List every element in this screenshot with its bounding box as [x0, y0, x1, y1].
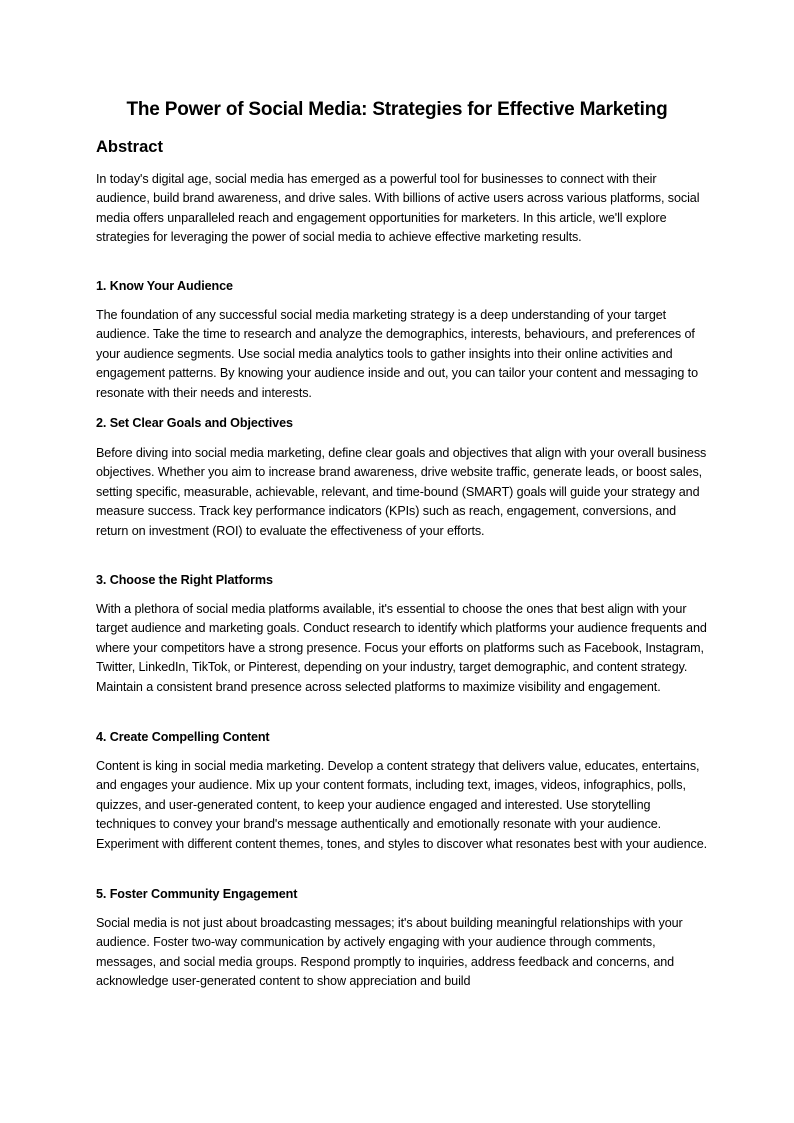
abstract-paragraph: In today's digital age, social media has emerged as a powerful tool for businesses to connect with their audience, build brand awareness, and drive sales. With billions of active users across various platforms, social media offers unparalleled reach and engagement opportunities for marketers. In this article, we'll explore strategies for leveraging the power of social media to achieve effective marketing results. [96, 172, 700, 245]
section-heading-create-content: 4. Create Compelling Content [96, 730, 270, 744]
section-paragraph-know-your-audience: The foundation of any successful social media marketing strategy is a deep understanding of your target audience. Take the time to research and analyze the demographics, interests, behaviours, and preferences of your audience segments. Use social media analytics tools to gather insights into their online activities and engagement patterns. By knowing your audience inside and out, you can tailor your content and messaging to resonate with their needs and interests. [96, 308, 698, 400]
section-paragraph-community-engagement: Social media is not just about broadcasting messages; it's about building meaningful relationships with your audience. Foster two-way communication by actively engaging with your audience through comments, messages, and social media groups. Respond promptly to inquiries, address feedback and concerns, and acknowledge user-generated content to show appreciation and build [96, 916, 683, 989]
section-paragraph-choose-platforms: With a plethora of social media platforms available, it's essential to choose the ones that best align with your target audience and marketing goals. Conduct research to identify which platforms your audience frequents and where your competitors have a strong presence. Focus your efforts on platforms such as Facebook, Instagram, Twitter, LinkedIn, TikTok, or Pinterest, depending on your industry, target demographic, and content strategy. Maintain a consistent brand presence across selected platforms to maximize visibility and engagement. [96, 602, 707, 694]
section-paragraph-set-clear-goals: Before diving into social media marketing, define clear goals and objectives that align with your overall business objectives. Whether you aim to increase brand awareness, drive website traffic, generate leads, or boost sales, setting specific, measurable, achievable, relevant, and time-bound (SMART) goals will guide your strategy and measure success. Track key performance indicators (KPIs) such as reach, engagement, conversions, and return on investment (ROI) to evaluate the effectiveness of your efforts. [96, 446, 707, 538]
section-heading-set-clear-goals: 2. Set Clear Goals and Objectives [96, 416, 293, 430]
abstract-heading: Abstract [96, 138, 163, 156]
section-heading-know-your-audience: 1. Know Your Audience [96, 279, 233, 293]
section-paragraph-create-content: Content is king in social media marketing. Develop a content strategy that delivers value, educates, entertains, and engages your audience. Mix up your content formats, including text, images, videos, infographics, polls, quizzes, and user-generated content, to keep your audience engaged and interested. Use storytelling techniques to convey your brand's message authentically and emotionally resonate with your audience. Experiment with different content themes, tones, and styles to discover what resonates best with your audience. [96, 759, 707, 851]
document-title: The Power of Social Media: Strategies for Effective Marketing [126, 99, 668, 120]
section-heading-community-engagement: 5. Foster Community Engagement [96, 887, 298, 901]
section-heading-choose-platforms: 3. Choose the Right Platforms [96, 573, 273, 587]
